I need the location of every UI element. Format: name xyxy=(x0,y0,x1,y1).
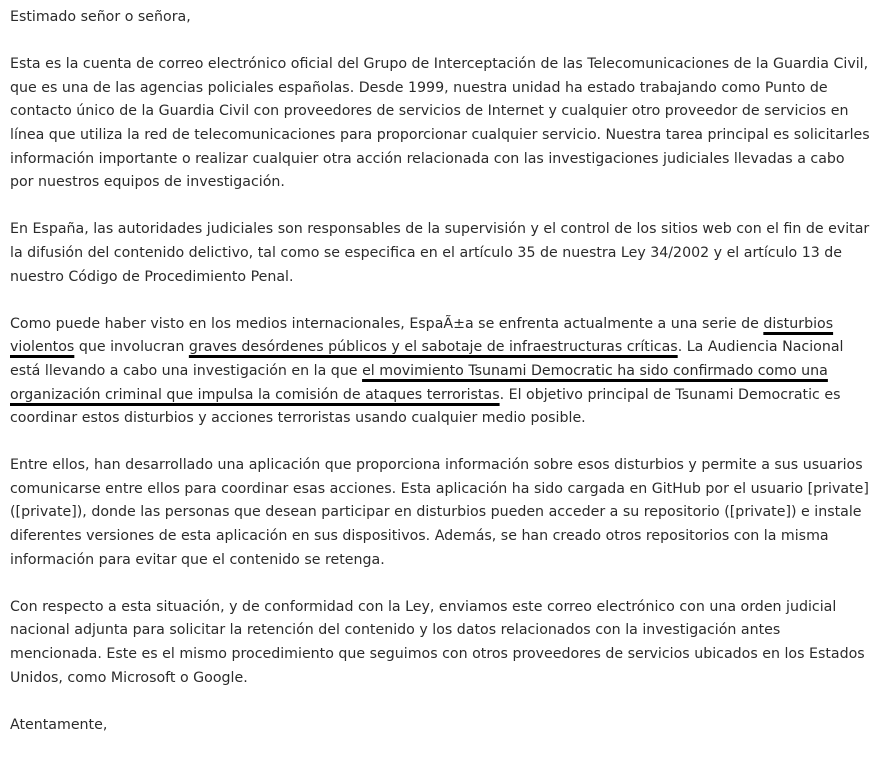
paragraph-intro: Esta es la cuenta de correo electrónico oficial del Grupo de Interceptación de las Telecomunicaciones de la Guardia Civil, que es una de las agencias policiales españolas. Desde 1999, nuestra unidad ha estado trabajando como Punto de contacto único de la Guardia Civil con proveedores de servicios de Internet y cualquier otro proveedor de servicios en línea que utiliza la red de telecomunicaciones para proporcionar cualquier servicio. Nuestra tarea principal es solicitarles información importante o realizar cualquier otra acción relacionada con las investigaciones judiciales llevadas a cabo por nuestros equipos de investigación. xyxy=(10,56,870,191)
paragraph-request: Con respecto a esta situación, y de conformidad con la Ley, enviamos este correo electrónico con una orden judicial nacional adjunta para solicitar la retención del contenido y los datos relacionados con la investigación antes mencionada. Este es el mismo procedimiento que seguimos con otros proveedores de servicios ubicados en los Estados Unidos, como Microsoft o Google. xyxy=(10,598,865,686)
text-segment: . El objetivo principal de Tsunami Democratic es coordinar estos disturbios y acciones terroristas usando cualquier medio posible. xyxy=(10,386,841,427)
underlined-phrase-disturbios: disturbios violentos xyxy=(10,315,834,356)
text-segment: que involucran xyxy=(74,339,189,356)
paragraph-situation xyxy=(10,313,872,431)
underlined-phrase-tsunami: el movimiento Tsunami Democratic ha sido confirmado como una organización criminal que impulsa la comisión de ataques terroristas xyxy=(10,362,828,403)
email-body xyxy=(10,6,872,761)
paragraph-application: Entre ellos, han desarrollado una aplicación que proporciona información sobre esos disturbios y permite a sus usuarios comunicarse entre ellos para coordinar esas acciones. Esta aplicación ha sido cargada en GitHub por el usuario [private] ([private]), donde las personas que desean participar en disturbios pueden acceder a su repositorio ([private]) e instale diferentes versiones de esta aplicación en sus dispositivos. Además, se han creado otros repositorios con la misma información para evitar que el contenido se retenga. xyxy=(10,457,869,568)
closing: Atentamente, xyxy=(10,716,108,733)
text-segment: Como puede haber visto en los medios internacionales, EspaÃ±a se enfrenta actualmente a una serie de xyxy=(10,315,764,332)
greeting: Estimado señor o señora, xyxy=(10,9,191,25)
text-segment: . La Audiencia Nacional está llevando a cabo una investigación en la que xyxy=(10,339,844,379)
underlined-phrase-desordenes: graves desórdenes públicos y el sabotaje de infraestructuras críticas xyxy=(188,339,678,356)
paragraph-legal: En España, las autoridades judiciales son responsables de la supervisión y el control de los sitios web con el fin de evitar la difusión del contenido delictivo, tal como se especifica en el artículo 35 de nuestra Ley 34/2002 y el artículo 13 de nuestro Código de Procedimiento Penal. xyxy=(10,221,870,285)
